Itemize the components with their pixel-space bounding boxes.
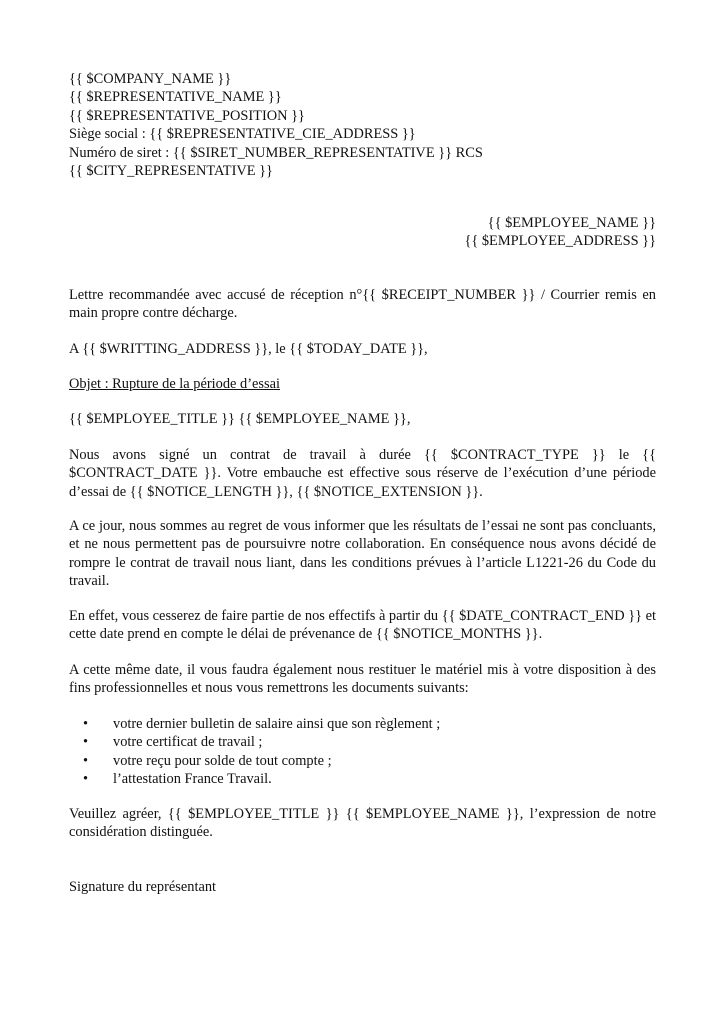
sender-block <box>69 70 656 180</box>
list-item <box>69 770 656 788</box>
paragraph-contract: Nous avons signé un contrat de travail à durée {{ $CONTRACT_TYPE }} le {{ $CONTRACT_DATE }}. Votre embauche est effective sous réserve de l’exécution d’une période d’essai de {{ $NOTICE_LENGTH }}, {{ $NOTICE_EXTENSION }}. <box>69 447 656 500</box>
recipient-address: {{ $EMPLOYEE_ADDRESS }} <box>464 233 656 250</box>
paragraph-equipment: A cette même date, il vous faudra également nous restituer le matériel mis à votre disposition à des fins professionnelles et nous vous remettrons les documents suivants: <box>69 662 656 697</box>
sender-representative-name: {{ $REPRESENTATIVE_NAME }} <box>69 89 282 106</box>
documents-list <box>69 715 656 789</box>
recipient-block <box>69 214 656 251</box>
list-item-text: votre reçu pour solde de tout compte ; <box>113 752 332 769</box>
list-item-text: votre dernier bulletin de salaire ainsi que son règlement ; <box>113 716 441 732</box>
delivery-note: Lettre recommandée avec accusé de réception n°{{ $RECEIPT_NUMBER }} / Courrier remis en main propre contre décharge. <box>69 287 656 322</box>
sender-city: {{ $CITY_REPRESENTATIVE }} <box>69 163 273 180</box>
list-item <box>69 733 656 751</box>
subject: Objet : Rupture de la période d’essai <box>69 376 280 392</box>
bullet-icon: • <box>83 734 89 751</box>
list-item-text: votre certificat de travail ; <box>113 734 263 751</box>
signature-label: Signature du représentant <box>69 879 217 895</box>
list-item <box>69 752 656 770</box>
bullet-icon: • <box>83 771 89 788</box>
sender-representative-position: {{ $REPRESENTATIVE_POSITION }} <box>69 107 305 124</box>
paragraph-termination: A ce jour, nous sommes au regret de vous informer que les résultats de l’essai ne sont pas concluants, et ne nous permettent pas de poursuivre notre collaboration. En conséquence nous avons décidé de rompre le contrat de travail nous liant, dans les conditions prévues à l’article L1221-26 du Code du travail. <box>69 518 656 590</box>
closing: Veuillez agréer, {{ $EMPLOYEE_TITLE }} {{ $EMPLOYEE_NAME }}, l’expression de notre considération distinguée. <box>69 806 656 841</box>
place-date: A {{ $WRITTING_ADDRESS }}, le {{ $TODAY_DATE }}, <box>69 341 428 357</box>
sender-head-office: Siège social : {{ $REPRESENTATIVE_CIE_ADDRESS }} <box>69 126 416 143</box>
paragraph-end-date: En effet, vous cesserez de faire partie de nos effectifs à partir du {{ $DATE_CONTRACT_END }} et cette date prend en compte le délai de prévenance de {{ $NOTICE_MONTHS }}. <box>69 608 656 643</box>
documents-list-block <box>69 715 656 789</box>
sender-siret: Numéro de siret : {{ $SIRET_NUMBER_REPRESENTATIVE }} RCS <box>69 144 483 161</box>
bullet-icon: • <box>83 716 89 732</box>
list-item-text: l’attestation France Travail. <box>113 771 272 788</box>
recipient-name: {{ $EMPLOYEE_NAME }} <box>487 215 656 231</box>
subject-line <box>69 375 656 393</box>
salutation: {{ $EMPLOYEE_TITLE }} {{ $EMPLOYEE_NAME }}, <box>69 411 411 427</box>
list-item <box>69 715 656 733</box>
bullet-icon: • <box>83 752 89 769</box>
sender-company: {{ $COMPANY_NAME }} <box>69 71 232 87</box>
